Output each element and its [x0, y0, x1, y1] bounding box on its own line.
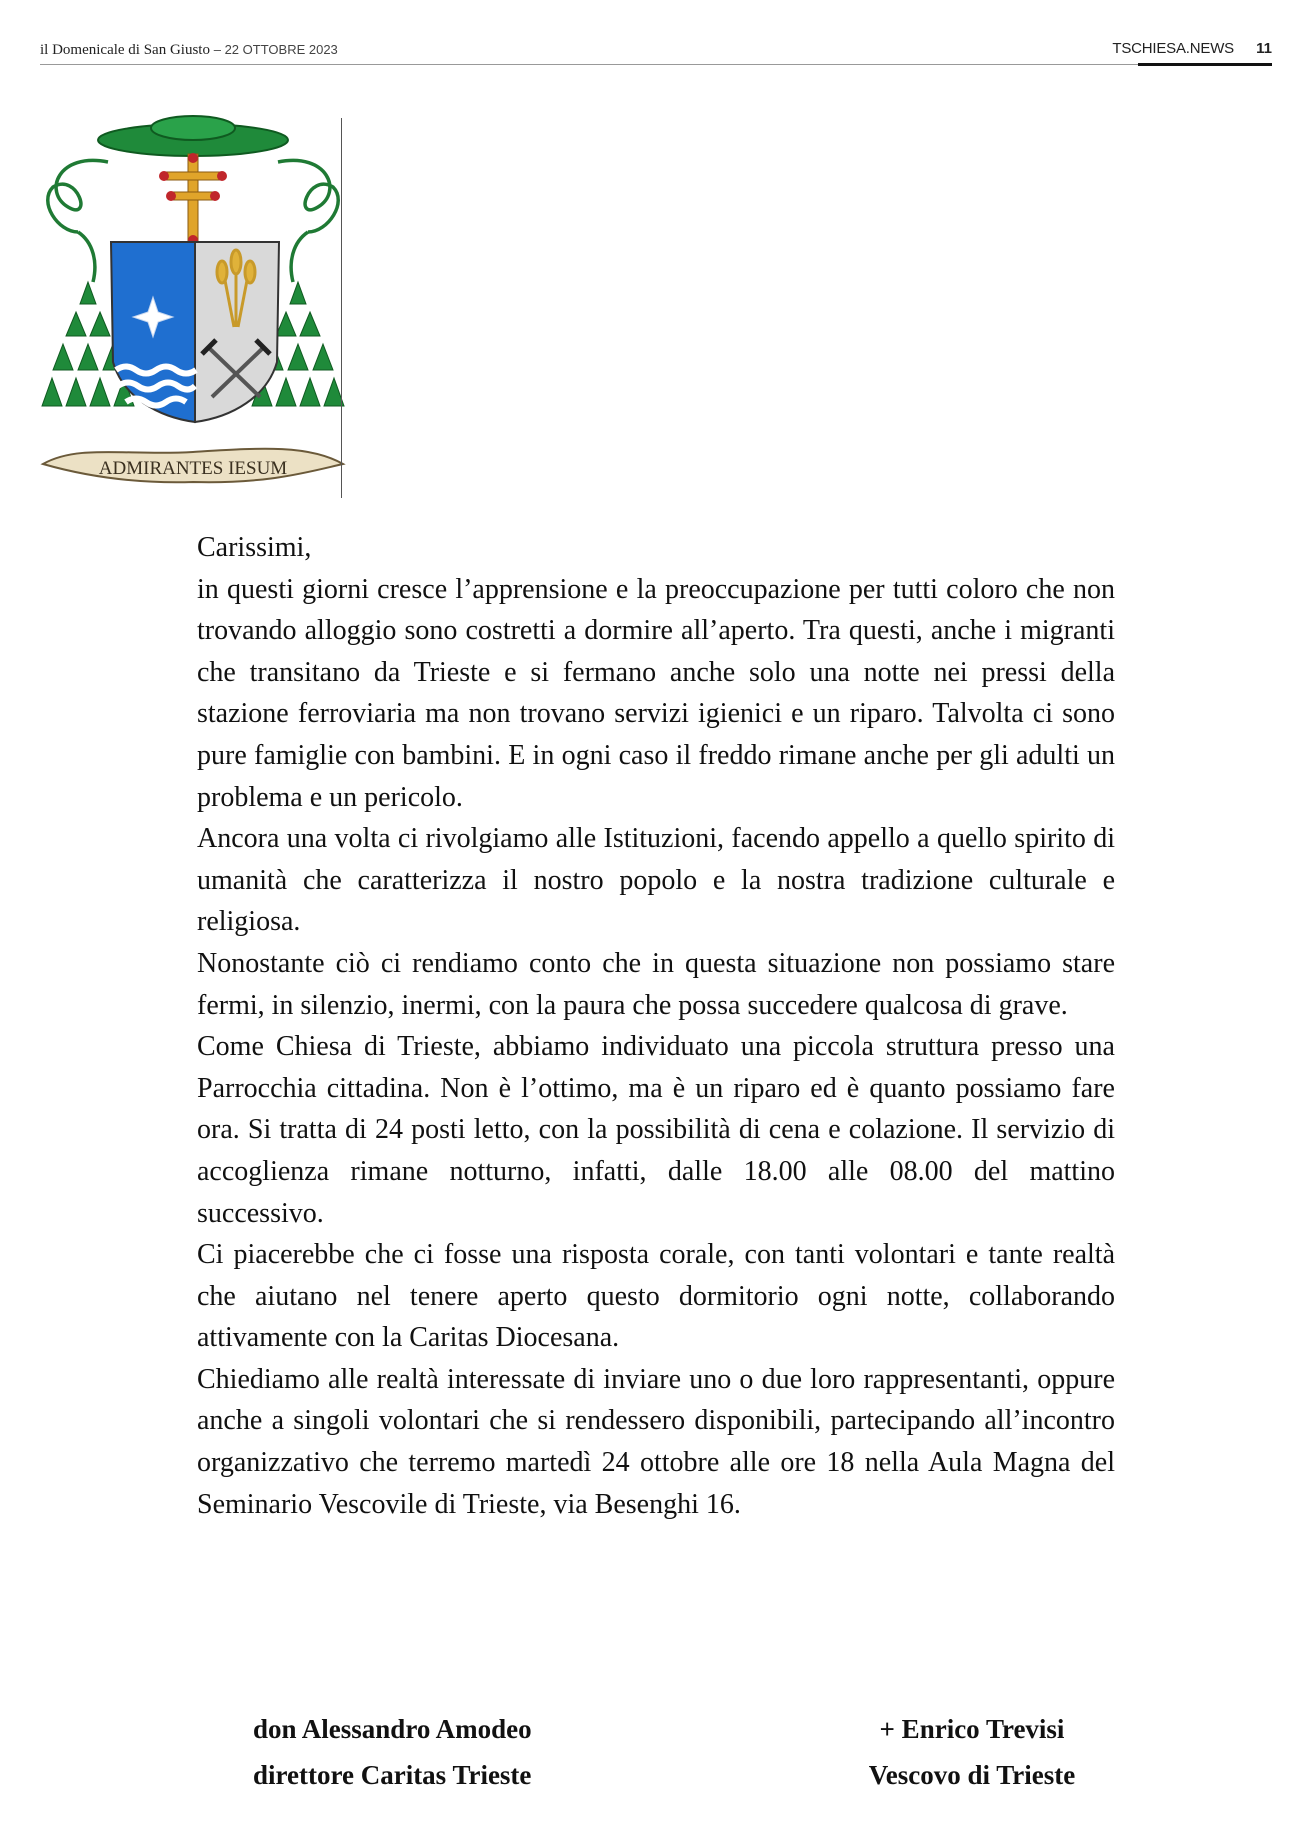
coat-of-arms-icon	[38, 112, 348, 500]
publication-line	[40, 42, 338, 59]
page-header	[40, 38, 1272, 66]
signer-role: Vescovo di Trieste	[868, 1760, 1076, 1790]
signer-name: + Enrico Trevisi	[879, 1714, 1065, 1744]
issue-date: – 22 OTTOBRE 2023	[213, 42, 338, 57]
paragraph: Chiediamo alle realtà interessate di inviare uno o due loro rappresentanti, oppure anche a singoli volontari che si rendessero disponibili, partecipando all’incontro organizzativo che terremo martedì 24 ottobre alle ore 18 nella Aula Magna del Seminario Vescovile di Trieste, via Besenghi 16.	[197, 1363, 1115, 1520]
signature-left	[253, 1706, 532, 1798]
site-and-page	[1112, 40, 1272, 57]
header-accent-rule	[1138, 63, 1272, 66]
page-number: 11	[1256, 40, 1272, 57]
site-link[interactable]: TSCHIESA.NEWS	[1112, 40, 1234, 57]
paragraph: Come Chiesa di Trieste, abbiamo individuato una piccola struttura presso una Parrocchia cittadina. Non è l’ottimo, ma è un riparo ed è quanto possiamo fare ora. Si tratta di 24 posti letto, con la possibilità di cena e colazione. Il servizio di accoglienza rimane notturno, infatti, dalle 18.00 alle 08.00 del mattino successivo.	[197, 1031, 1115, 1229]
salutation: Carissimi,	[197, 532, 312, 563]
paragraph: Ci piacerebbe che ci fosse una risposta corale, con tanti volontari e tante realtà che aiutano nel tenere aperto questo dormitorio ogni notte, collaborando attivamente con la Caritas Diocesana.	[197, 1239, 1115, 1354]
letter-body	[197, 527, 1115, 1525]
signature-right	[822, 1706, 1122, 1798]
crest-motto: ADMIRANTES IESUM	[98, 458, 288, 479]
paragraph: Ancora una volta ci rivolgiamo alle Istituzioni, facendo appello a quello spirito di umanità che caratterizza il nostro popolo e la nostra tradizione culturale e religiosa.	[197, 823, 1115, 938]
paragraph: Nonostante ciò ci rendiamo conto che in questa situazione non possiamo stare fermi, in silenzio, inermi, con la paura che possa succedere qualcosa di grave.	[197, 947, 1115, 1021]
header-rule	[40, 64, 1272, 65]
crest-divider	[341, 118, 342, 498]
publication-name: il Domenicale di San Giusto	[40, 42, 210, 58]
signer-name: don Alessandro Amodeo	[253, 1714, 532, 1744]
paragraph: in questi giorni cresce l’apprensione e la preoccupazione per tutti coloro che non trovando alloggio sono costretti a dormire all’aperto. Tra questi, anche i migranti che transitano da Trieste e si fermano anche solo una notte nei pressi della stazione ferroviaria ma non trovano servizi igienici e un riparo. Talvolta ci sono pure famiglie con bambini. E in ogni caso il freddo rimane anche per gli adulti un problema e un pericolo.	[197, 573, 1115, 813]
signer-role: direttore Caritas Trieste	[253, 1760, 532, 1790]
